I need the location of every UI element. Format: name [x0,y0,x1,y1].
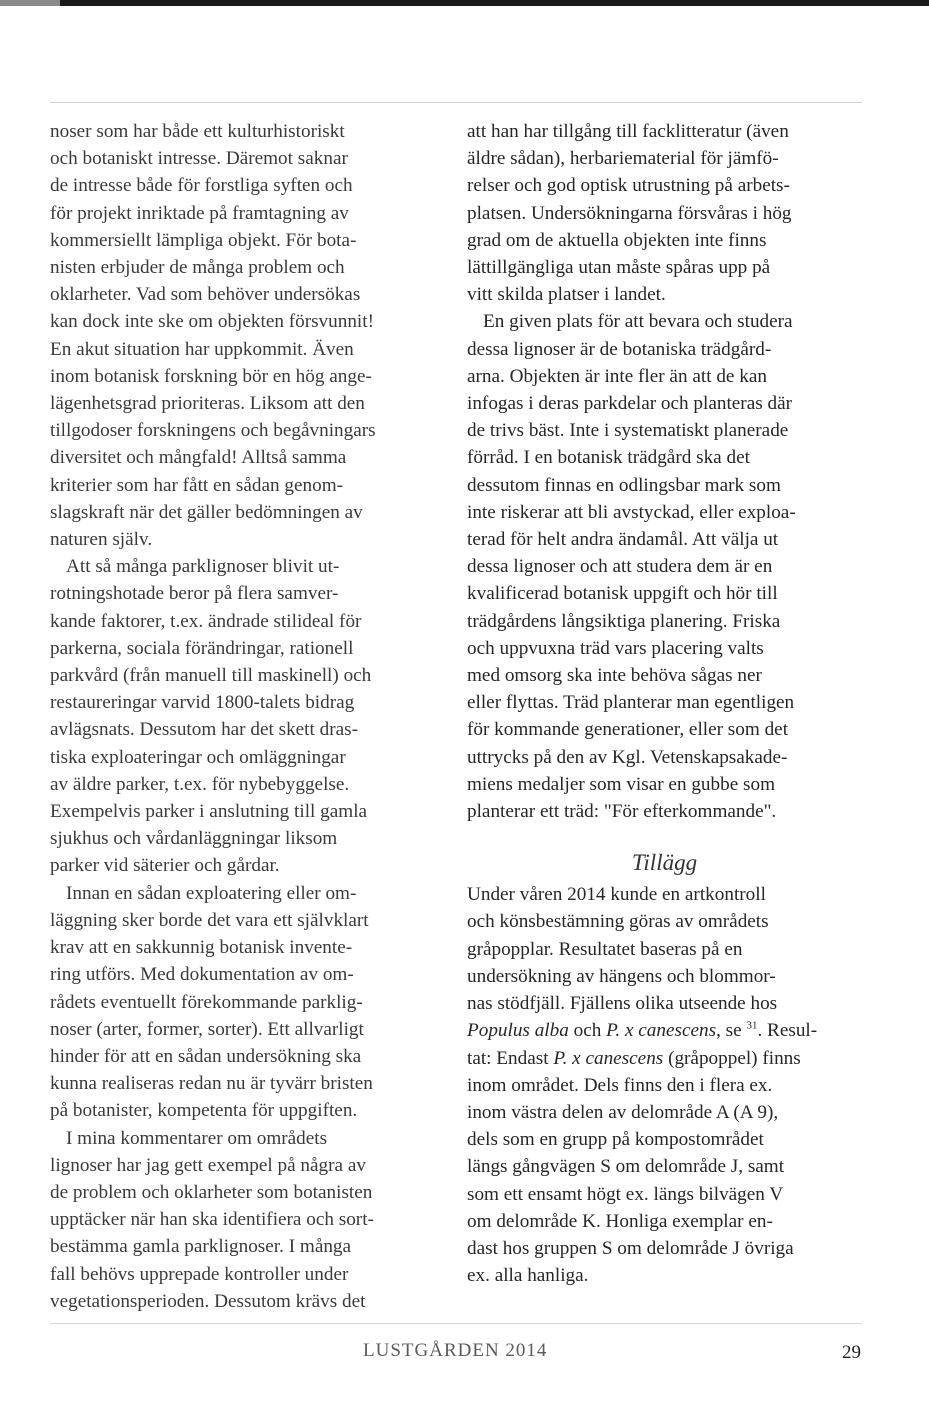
page-number: 29 [842,1342,861,1363]
page-footer [0,1340,929,1370]
right-paragraph-1: att han har tillgång till facklitteratur (även äldre sådan), herbariematerial för jämfö- relser och god optisk utrustning på arbets- platsen. Undersökningarna försvåras i hög grad om de aktuella objekten inte finns lättillgängliga utan måste spåras upp på vitt skilda platser i landet. [467,121,792,306]
tillagg-result: . Resul- tat: Endast [467,1020,818,1069]
tillagg-see: , se [716,1020,747,1042]
left-paragraph-4: I mina kommentarer om områdets lignoser har jag gett exempel på några av de problem och oklarheter som botanisten upptäcker när han ska identifiera och sort- bestämma gamla parklignoser. I många fall behövs upprepade kontroller under vegetationsperioden. Dessutom krävs det [50,1127,374,1312]
left-paragraph-2: Att så många parklignoser blivit ut- rotningshotade beror på flera samver- kande faktorer, t.ex. ändrade stilideal för parkerna, sociala förändringar, rationell parkvård (från manuell till maskinell) och restaureringar varvid 1800-talets bidrag avlägsnats. Dessutom har det skett dras- tiska exploateringar och omläggningar av äldre parker, t.ex. för nybebyggelse. Exempelvis parker i anslutning till gamla sjukhus och vårdanläggningar liksom parker vid säterier och gårdar. [50,556,372,877]
tillagg-conj: och [568,1020,607,1042]
left-column [50,118,445,1315]
right-paragraph-2: En given plats för att bevara och studera dessa lignoser är de botaniska trädgård- arna. Objekten är inte fler än att de kan infogas i deras parkdelar och planteras där de trivs bäst. Inte i systematiskt planerade förråd. I en botanisk trädgård ska det dessutom finnas en odlingsbar mark som inte riskerar att bli avstyckad, eller exploa- terad för helt andra ändamål. Att välja ut dessa lignoser och att studera dem är en kvalificerad botanisk uppgift och hör till trädgårdens långsiktiga planering. Friska och uppvuxna träd vars placering valts med omsorg ska inte behöva sågas ner eller flyttas. Träd planterar man egentligen för kommande generationer, eller som det uttrycks på den av Kgl. Vetenskapsakade- miens medaljer som visar en gubbe som planterar ett träd: "För efterkommande". [467,311,796,823]
footer-rule [50,1323,862,1324]
tillagg-paragraph [467,881,862,1289]
species-name: P. x canescens [553,1047,664,1069]
left-paragraph-1: noser som har både ett kulturhistoriskt och botaniskt intresse. Däremot saknar de intresse både för forstliga syften och för projekt inriktade på framtagning av kommersiellt lämpliga objekt. För bota- nisten erbjuder de många problem och oklarheter. Vad som behöver undersökas kan dock inte ske om objekten försvunnit! En akut situation har uppkommit. Även inom botanisk forskning bör en hög ange- lägenhetsgrad prioriteras. Liksom att den tillgodoser forskningens och begåvningars diversitet och mångfald! Alltså samma kriterier som har fått en sådan genom- slagskraft när det gäller bedömningen av naturen själv. [50,121,376,551]
footnote-reference: 31 [746,1019,758,1032]
left-paragraph-3: Innan en sådan exploatering eller om- läggning sker borde det vara ett självklart krav att en sakkunnig botanisk invente- ring utförs. Med dokumentation av om- rådets eventuellt förekommande parklig- noser (arter, former, sorter). Ett allvarligt hinder för att en sådan undersökning ska kunna realiseras redan nu är tyvärr bristen på botanister, kompetenta för uppgiften. [50,882,373,1122]
species-name: Populus alba [467,1020,569,1042]
scan-top-edge [0,0,929,6]
tillagg-text-1: Under våren 2014 kunde en artkontroll och könsbestämning göras av områdets gråpopplar. Resultatet baseras på en undersökning av hängens och blommor- nas stödfjäll. Fjällens olika utseende hos [467,884,778,1015]
tillagg-text-2: (gråpoppel) finns inom området. Dels finns den i flera ex. inom västra delen av delområde A (A 9), dels som en grupp på kompostområdet längs gångvägen S om delområde J, samt som ett ensamt högt ex. längs bilvägen V om delområde K. Honliga exemplar en- dast hos gruppen S om delområde J övriga ex. alla hanliga. [467,1047,801,1287]
section-heading-tillagg: Tillägg [631,850,698,876]
species-name: P. x canescens [606,1020,717,1042]
right-column [467,118,862,1289]
scan-top-edge-fade [0,0,60,6]
header-rule [50,102,862,103]
journal-title: LUSTGÅRDEN 2014 [363,1340,548,1361]
